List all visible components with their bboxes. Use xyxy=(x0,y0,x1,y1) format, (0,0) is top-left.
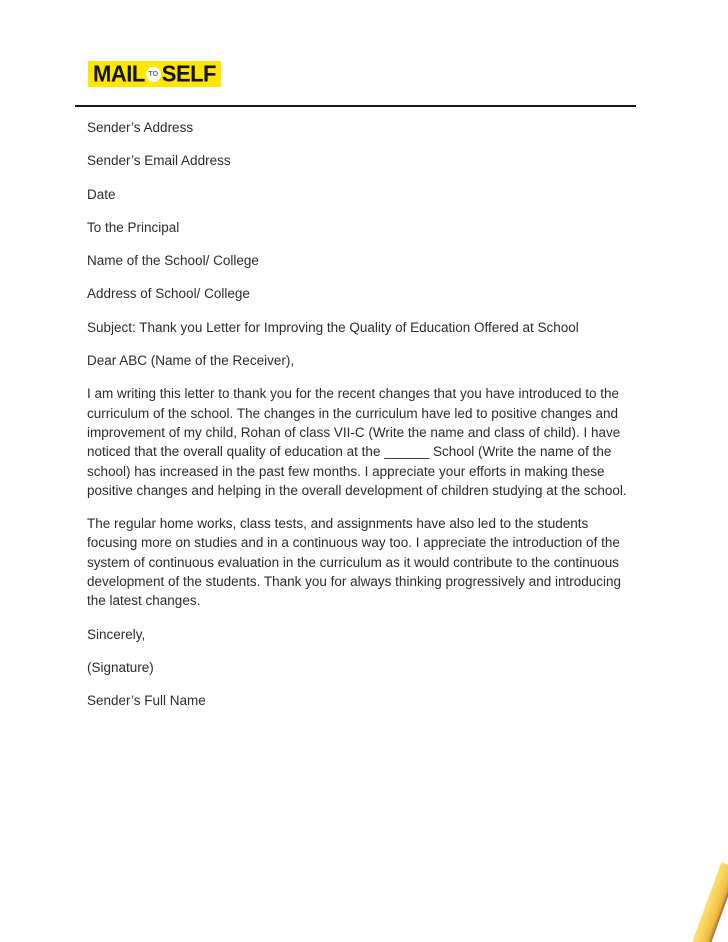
logo-to-badge-icon: TO xyxy=(146,67,161,82)
header-divider xyxy=(75,105,636,107)
salutation-line: Dear ABC (Name of the Receiver), xyxy=(87,353,295,369)
recipient-line: To the Principal xyxy=(87,219,180,235)
corner-ribbon-decoration xyxy=(684,862,728,942)
logo-word-mail: MAIL xyxy=(93,60,145,87)
closing-line: Sincerely, xyxy=(87,626,146,642)
body-paragraph-1: I am writing this letter to thank you for the recent changes that you have introduced to the curriculum of the school. The changes in the curriculum have led to positive changes and improvement of my child, Rohan of class VII-C (Write the name and class of child). I have noticed that the overall quality of education at the ______ School (Write the name of the school) has increased in the past few months. I appreciate your efforts in making these positive changes and helping in the overall development of children studying at the school. xyxy=(87,386,627,498)
letter-body xyxy=(87,118,640,725)
subject-line: Subject: Thank you Letter for Improving the Quality of Education Offered at School xyxy=(87,319,579,335)
date-line: Date xyxy=(87,186,116,202)
sender-email-line: Sender’s Email Address xyxy=(87,153,231,169)
school-name-line: Name of the School/ College xyxy=(87,253,259,269)
mailtoself-logo xyxy=(88,61,221,87)
sender-address-line: Sender’s Address xyxy=(87,120,194,135)
sender-name-line: Sender’s Full Name xyxy=(87,693,206,709)
body-paragraph-2: The regular home works, class tests, and assignments have also led to the students focusing more on studies and in a continuous way too. I appreciate the introduction of the system of continuous evaluation in the curriculum as it would contribute to the continuous development of the students. Thank you for always thinking progressively and introducing the latest changes. xyxy=(87,516,622,609)
signature-placeholder: (Signature) xyxy=(87,659,154,675)
logo-word-self: SELF xyxy=(161,60,216,87)
school-address-line: Address of School/ College xyxy=(87,286,250,302)
